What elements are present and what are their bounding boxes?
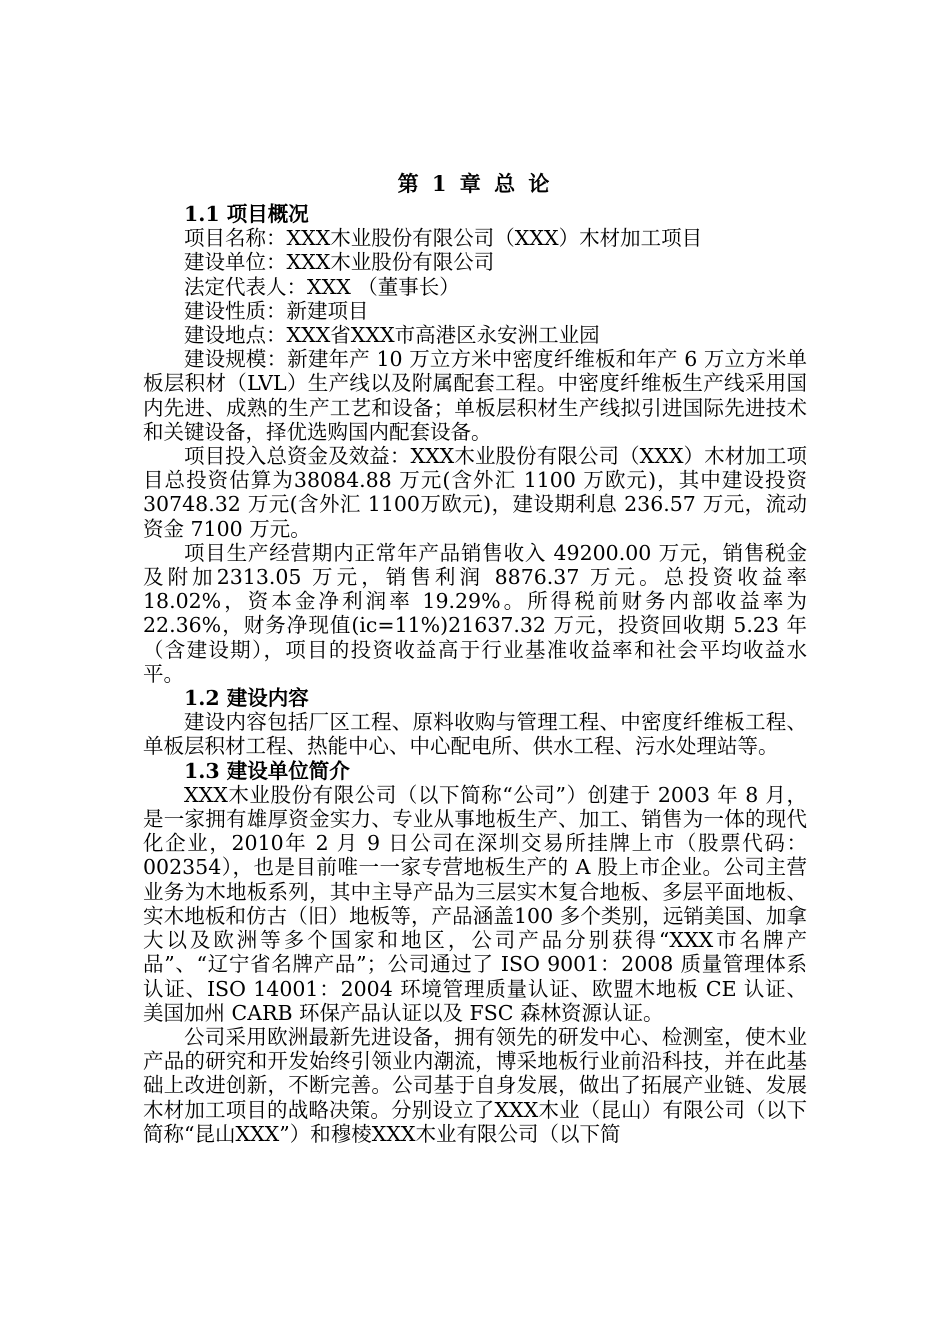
paragraph-financial-returns: 项目生产经营期内正常年产品销售收入 49200.00 万元，销售税金及附加2313.05 万元，销售利润 8876.37 万元。总投资收益率18.02%，资本金净利润率 19.29%。所得税前财务内部收益率为22.36%，财务净现值(ic=11%)21637.32 万元，投资回收期 5.23 年（含建设期），项目的投资收益高于行业基准收益率和社会平均收益水平。 [143, 540, 807, 686]
paragraph-investment: 项目投入总资金及效益：XXX木业股份有限公司（XXX）木材加工项目总投资估算为38084.88 万元(含外汇 1100 万欧元)，其中建设投资 30748.32 万元(含外汇 1100万欧元)，建设期利息 236.57 万元，流动资金 7100 万元。 [143, 444, 807, 541]
field-project-name: 项目名称：XXX木业股份有限公司（XXX）木材加工项目 [184, 226, 703, 251]
paragraph-company-strategy: 公司采用欧洲最新先进设备，拥有领先的研发中心、检测室，使木业产品的研究和开发始终引领业内潮流，博采地板行业前沿科技，并在此基础上改进创新，不断完善。公司基于自身发展，做出了拓展产业链、发展木材加工项目的战略决策。分别设立了XXX木业（昆山）有限公司（以下简称“昆山XXX”）和穆棱XXX木业有限公司（以下简 [143, 1024, 807, 1146]
field-construction-nature: 建设性质：新建项目 [184, 298, 369, 323]
paragraph-construction-content: 建设内容包括厂区工程、原料收购与管理工程、中密度纤维板工程、单板层积材工程、热能中心、中心配电所、供水工程、污水处理站等。 [143, 710, 807, 759]
section-heading-1-3: 1.3 建设单位简介 [184, 758, 350, 783]
section-heading-1-2: 1.2 建设内容 [184, 686, 309, 711]
document-body [143, 172, 807, 1146]
field-construction-unit: 建设单位：XXX木业股份有限公司 [184, 250, 495, 275]
field-construction-location: 建设地点：XXX省XXX市高港区永安洲工业园 [184, 323, 600, 348]
paragraph-company-profile: XXX木业股份有限公司（以下简称“公司”）创建于 2003 年 8 月，是一家拥有雄厚资金实力、专业从事地板生产、加工、销售为一体的现代化企业，2010年 2 月 9 日公司在深圳交易所挂牌上市（股票代码：002354），也是目前唯一一家专营地板生产的 A 股上市企业。公司主营业务为木地板系列，其中主导产品为三层实木复合地板、多层平面地板、实木地板和仿古（旧）地板等，产品涵盖100 多个类别，远销美国、加拿大以及欧洲等多个国家和地区，公司产品分别获得“XXX市名牌产品”、“辽宁省名牌产品”；公司通过了 ISO 9001：2008 质量管理体系认证、ISO 14001：2004 环境管理质量认证、欧盟木地板 CE 认证、美国加州 CARB 环保产品认证以及 FSC 森林资源认证。 [143, 782, 807, 1025]
paragraph-construction-scale: 建设规模：新建年产 10 万立方米中密度纤维板和年产 6 万立方米单板层积材（LVL）生产线以及附属配套工程。中密度纤维板生产线采用国内先进、成熟的生产工艺和设备；单板层积材生产线拟引进国际先进技术和关键设备，择优选购国内配套设备。 [143, 347, 807, 444]
section-heading-1-1: 1.1 项目概况 [184, 202, 309, 226]
field-legal-representative: 法定代表人：XXX （董事长） [184, 274, 460, 299]
chapter-title: 第 1 章 总 论 [397, 171, 553, 196]
